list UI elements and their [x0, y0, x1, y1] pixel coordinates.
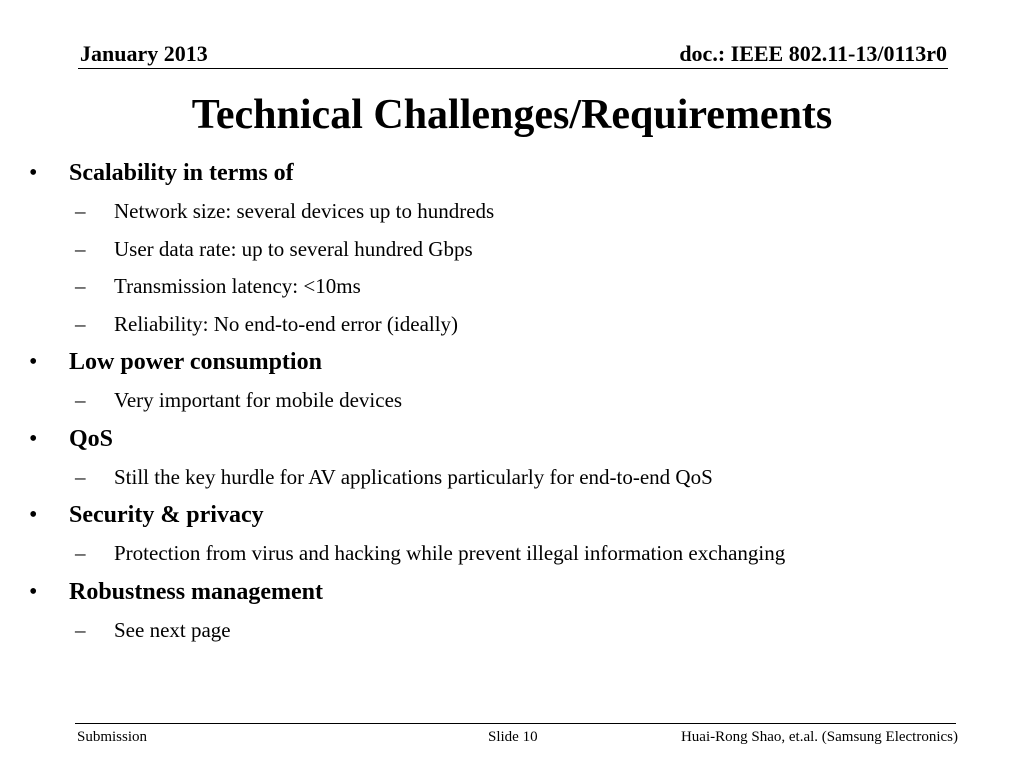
bullet-text: Scalability in terms of — [69, 160, 294, 186]
dash-icon: – — [75, 199, 86, 223]
sub-bullet-text: Reliability: No end-to-end error (ideally) — [114, 311, 459, 336]
dash-icon: – — [75, 236, 86, 261]
footer-author: Huai-Rong Shao, et.al. (Samsung Electronics) — [680, 729, 958, 745]
bullet-item — [0, 573, 1024, 612]
bullet-item — [0, 343, 1024, 382]
bullet-dot-icon: • — [29, 578, 38, 605]
bullet-text: Robustness management — [69, 578, 324, 605]
bullet-text: Security & privacy — [69, 502, 264, 528]
sub-bullet-item — [0, 382, 1024, 420]
slide-body — [0, 154, 1024, 649]
sub-bullet-text: Very important for mobile devices — [114, 388, 403, 412]
bullet-item — [0, 154, 1024, 193]
header-divider — [78, 68, 948, 69]
dash-icon: – — [75, 541, 86, 565]
bullet-dot-icon: • — [29, 425, 38, 452]
dash-icon: – — [75, 464, 86, 489]
sub-bullet-text: Network size: several devices up to hundreds — [114, 199, 495, 223]
sub-bullet-text: Transmission latency: <10ms — [114, 274, 361, 298]
sub-bullet-item — [0, 612, 1024, 650]
bullet-item — [0, 420, 1024, 459]
sub-bullet-text: User data rate: up to several hundred Gbps — [114, 236, 473, 261]
bullet-text: Low power consumption — [69, 349, 322, 375]
bullet-dot-icon: • — [29, 349, 38, 375]
dash-icon: – — [75, 617, 86, 642]
slide-title: Technical Challenges/Requirements — [191, 92, 833, 138]
dash-icon: – — [75, 388, 86, 412]
sub-bullet-item — [0, 193, 1024, 231]
dash-icon: – — [75, 274, 86, 298]
header-date: January 2013 — [80, 41, 208, 66]
header-doc-id: doc.: IEEE 802.11-13/0113r0 — [679, 41, 947, 66]
sub-bullet-text: Still the key hurdle for AV applications particularly for end-to-end QoS — [114, 464, 713, 489]
footer-slide-number: Slide 10 — [488, 729, 538, 745]
bullet-text: QoS — [69, 425, 114, 452]
sub-bullet-item — [0, 268, 1024, 306]
footer-submission: Submission — [77, 729, 148, 745]
sub-bullet-item — [0, 459, 1024, 497]
sub-bullet-item — [0, 535, 1024, 573]
sub-bullet-text: Protection from virus and hacking while prevent illegal information exchanging — [114, 541, 786, 565]
bullet-item — [0, 496, 1024, 535]
sub-bullet-text: See next page — [114, 617, 231, 642]
sub-bullet-item — [0, 306, 1024, 344]
footer-divider — [75, 723, 956, 724]
sub-bullet-item — [0, 231, 1024, 269]
dash-icon: – — [75, 311, 86, 336]
bullet-dot-icon: • — [29, 502, 38, 528]
bullet-dot-icon: • — [29, 160, 38, 186]
